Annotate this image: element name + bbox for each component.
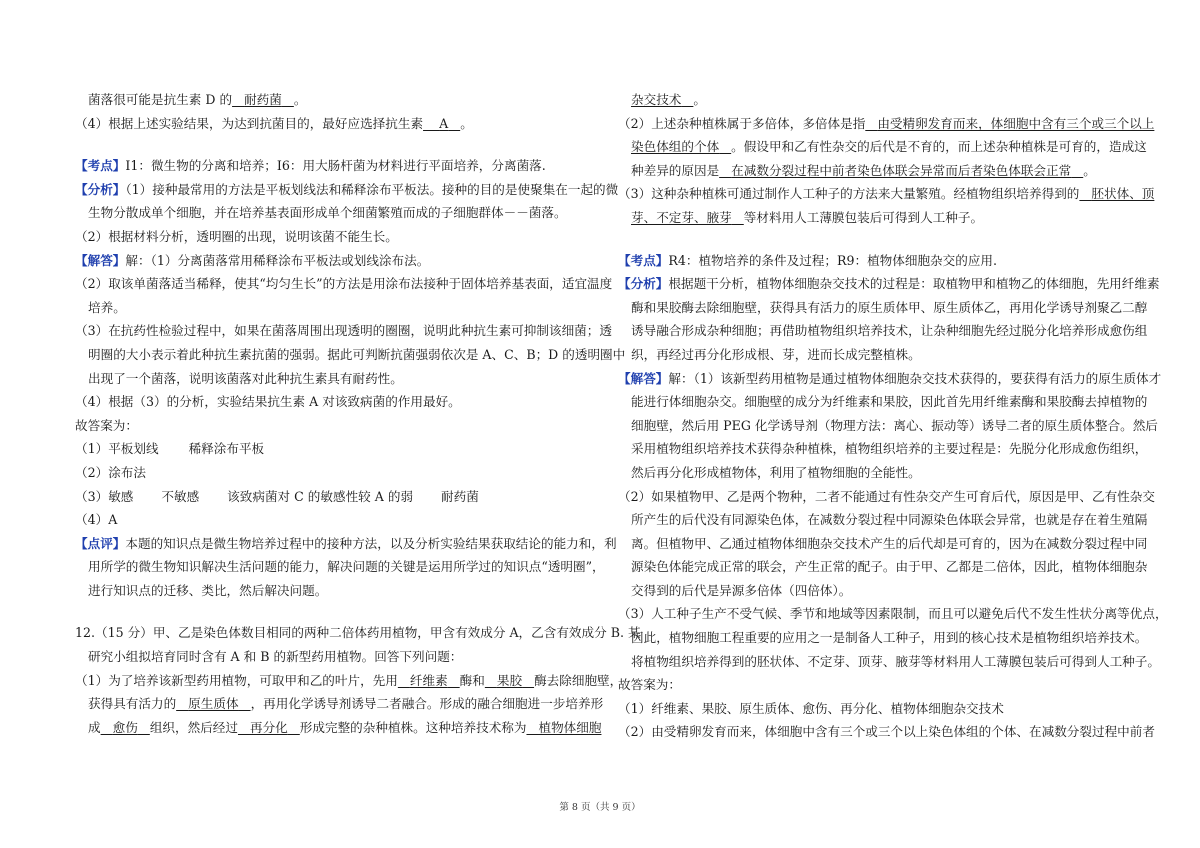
answer-text: 杂交技术 (631, 92, 682, 107)
answer-line (75, 437, 590, 461)
answer-blank (1079, 186, 1154, 201)
text-line: （3）在抗药性检验过程中，如果在菌落周围出现透明的圈圈，说明此种抗生素可抑制该细菌；透 (75, 323, 612, 339)
text: 不敏感 (161, 488, 200, 504)
text-line: 因此，植物细胞工程重要的应用之一是制备人工种子，用到的核心技术是植物组织培养技术。 (631, 630, 1148, 646)
answer-line: （1）纤维素、果胶、原生质体、愈伤、再分化、植物体细胞杂交技术 (618, 700, 1004, 716)
answer-blank (423, 116, 460, 131)
text-line: 能进行体细胞杂交。细胞壁的成分为纤维素和果胶，因此首先用纤维素酶和果胶酶去掉植物的 (631, 394, 1148, 410)
text: 等材料用人工薄膜包装后可得到人工种子。 (743, 209, 984, 225)
text: 。 (1083, 162, 1096, 178)
kaodian-line (75, 154, 590, 178)
answer-text: 在减数分裂过程中前者染色体联会异常而后者染色体联会正常 (731, 162, 1072, 178)
fenxi-line (618, 272, 1160, 296)
text: （3） (75, 488, 109, 504)
text-line (618, 159, 1130, 183)
text: 获得具有活力的 (88, 696, 177, 712)
text: 形成完整的杂种植株。这种培养技术称为 (299, 719, 527, 735)
text-line: 交得到的后代是异源多倍体（四倍体）。 (631, 582, 852, 598)
text: 。 (460, 115, 473, 131)
text: 种差异的原因是 (631, 162, 720, 178)
text: 。 (693, 92, 706, 107)
text-line: 生物分散成单个细胞，并在培养基表面形成单个细菌繁殖而成的子细胞群体－－菌落。 (88, 205, 567, 221)
text-line: 用所学的微生物知识解决生活问题的能力，解决问题的关键是运用所学过的知识点“透明圈”， (88, 559, 605, 575)
text-line: 采用植物组织培养技术获得杂种植株，植物组织培养的主要过程是：先脱分化形成愈伤组织， (631, 441, 1148, 457)
text: 解：（1）分离菌落常用稀释涂布平板法或划线涂布法。 (125, 252, 430, 268)
question-line: 研究小组拟培育同时含有 A 和 B 的新型药用植物。回答下列问题： (88, 649, 463, 665)
answer-text: 由受精卵发育而来，体细胞中含有三个或三个以上 (877, 115, 1155, 131)
text: 菌落很可能是抗生素 D 的 (88, 92, 233, 107)
jieda-tag: 【解答】 (618, 370, 669, 386)
text: 平板划线 (108, 441, 159, 457)
kaodian-line (618, 249, 1130, 273)
text: 。假设甲和乙有性杂交的后代是不育的，而上述杂种植株是可育的，造成这 (731, 139, 1147, 155)
answer-blank (631, 139, 731, 154)
text-line: 明圈的大小表示着此种抗生素抗菌的强弱。据此可判断抗菌强弱依次是 A、C、B；D 的透明圈中 (88, 346, 626, 362)
answer-blank (398, 673, 460, 688)
text: （1） (75, 441, 109, 457)
answer-line (75, 485, 590, 509)
answer-blank (631, 92, 693, 107)
text-line: （2）如果植物甲、乙是两个物种，二者不能通过有性杂交产生可育后代，原因是甲、乙有性杂交 (618, 488, 1155, 504)
text-line: 离。但植物甲、乙通过植物体细胞杂交技术产生的后代却是可育的，因为在减数分裂过程中同 (631, 535, 1148, 551)
fenxi-tag: 【分析】 (75, 181, 126, 197)
fenxi-tag: 【分析】 (618, 276, 669, 292)
text-line (75, 112, 590, 136)
text-line: 培养。 (88, 299, 126, 315)
text-line: （2）根据材料分析，透明圈的出现，说明该菌不能生长。 (75, 228, 398, 244)
text-line: （4）根据（3）的分析，实验结果抗生素 A 对该致病菌的作用最好。 (75, 394, 461, 410)
kaodian-tag: 【考点】 (75, 158, 126, 174)
text-line (618, 182, 1155, 206)
text-line (618, 112, 1155, 136)
text: 耐药菌 (441, 488, 479, 504)
text: 本题的知识点是微生物培养过程中的接种方法，以及分析实验结果获取结论的能力和，利 (125, 535, 617, 551)
text: 酶去除细胞壁， (534, 672, 623, 688)
answer-line: （2）由受精卵发育而来，体细胞中含有三个或三个以上染色体组的个体、在减数分裂过程中前者 (618, 724, 1155, 740)
question-line (75, 692, 604, 716)
text: （4）根据上述实验结果，为达到抗菌目的，最好应选择抗生素 (75, 115, 424, 131)
answer-blank (485, 673, 534, 688)
text: 敏感 (108, 488, 134, 504)
text-line: （2）取该单菌落适当稀释，使其“均匀生长”的方法是用涂布法接种于固体培养基表面，适宜温度 (75, 276, 613, 292)
left-column (75, 88, 641, 739)
dianping-line (75, 532, 617, 556)
text-line (618, 88, 1130, 112)
text-line: 酶和果胶酶去除细胞壁，获得具有活力的原生质体甲、原生质体乙，再用化学诱导剂聚乙二醇 (631, 299, 1148, 315)
kaodian-tag: 【考点】 (618, 252, 669, 268)
question-line (75, 716, 602, 740)
answer-text: 芽、不定芽、腋芽 (631, 209, 732, 225)
text: 稀释涂布平板 (188, 441, 265, 457)
text-line: 进行知识点的迁移、类比，然后解决问题。 (88, 582, 328, 598)
text-line: 将植物组织培养得到的胚状体、不定芽、顶芽、腋芽等材料用人工薄膜包装后可得到人工种子。 (631, 653, 1160, 669)
dianping-tag: 【点评】 (75, 535, 126, 551)
text: 根据题干分析，植物体细胞杂交技术的过程是：取植物甲和植物乙的体细胞，先用纤维素 (668, 276, 1160, 292)
answer-blank (232, 92, 294, 107)
right-column (618, 88, 1168, 744)
text-line: 诱导融合形成杂种细胞；再借助植物组织培养技术，让杂种细胞先经过脱分化培养形成愈伤组 (631, 323, 1148, 339)
answer-text: 胚状体、顶 (1091, 186, 1155, 202)
answer-heading: 故答案为： (618, 677, 681, 693)
jieda-line (75, 249, 590, 273)
text: 成 (88, 719, 101, 735)
text: 该致病菌对 C 的敏感性较 A 的弱 (227, 488, 414, 504)
text-line (618, 135, 1147, 159)
text: （1）为了培养该新型药用植物，可取甲和乙的叶片，先用 (75, 672, 398, 688)
text: 。 (293, 92, 307, 107)
page-footer: 第 8 页（共 9 页） (559, 802, 641, 813)
answer-blank (238, 720, 300, 735)
text: ，再用化学诱导剂诱导二者融合。形成的融合细胞进一步培养形 (250, 696, 604, 712)
fenxi-line (75, 178, 619, 202)
text: 酶和 (459, 672, 485, 688)
answer-text: 植物体细胞 (538, 719, 602, 735)
answer-line: （2）涂布法 (75, 464, 146, 480)
answer-text: 愈伤 (112, 719, 138, 735)
answer-text: 染色体组的个体 (631, 139, 720, 155)
answer-text: 果胶 (496, 672, 523, 688)
text: 解：（1）该新型药用植物是通过植物体细胞杂交技术获得的，要获得有活力的原生质体才 (668, 370, 1162, 386)
jieda-line (618, 367, 1162, 391)
jieda-tag: 【解答】 (75, 252, 126, 268)
answer-blank (101, 720, 150, 735)
text-line: 细胞壁，然后用 PEG 化学诱导剂（物理方法：离心、振动等）诱导二者的原生质体整合。然后 (631, 417, 1158, 433)
text: 组织，然后经过 (149, 719, 238, 735)
answer-text: 耐药菌 (244, 92, 282, 107)
question-line: 12.（15 分）甲、乙是染色体数目相同的两种二倍体药用植物，甲含有效成分 A，乙含有效成分 B. 某 (75, 625, 641, 641)
text-line: 所产生的后代没有同源染色体，在减数分裂过程中同源染色体联会异常，也就是存在着生殖隔 (631, 512, 1148, 528)
text-line (75, 88, 590, 112)
text-line: （3）人工种子生产不受气候、季节和地域等因素限制，而且可以避免后代不发生性状分离等优点， (618, 606, 1168, 622)
answer-text: 纤维素 (409, 672, 448, 688)
text: （1）接种最常用的方法是平板划线法和稀释涂布平板法。接种的目的是使聚集在一起的微 (125, 181, 619, 197)
text: （2）上述杂种植株属于多倍体，多倍体是指 (618, 115, 866, 131)
text-line: 出现了一个菌落，说明该菌落对此种抗生素具有耐药性。 (88, 370, 403, 386)
answer-line: （4）A (75, 512, 118, 528)
answer-blank (719, 163, 1083, 178)
answer-text: 再分化 (249, 719, 288, 735)
answer-blank (176, 696, 250, 711)
text-line: 源染色体能完成正常的联会，产生正常的配子。由于甲、乙都是二倍体，因此，植物体细胞杂 (631, 559, 1148, 575)
answer-blank (526, 720, 601, 735)
answer-blank (631, 210, 744, 225)
text: （3）这种杂种植株可通过制作人工种子的方法来大量繁殖。经植物组织培养得到的 (618, 186, 1080, 202)
answer-text: A (439, 115, 449, 131)
answer-text: 原生质体 (188, 696, 239, 712)
text: I1：微生物的分离和培养；I6：用大肠杆菌为材料进行平面培养，分离菌落. (125, 158, 546, 174)
question-line (75, 669, 623, 693)
text-line: 织，再经过再分化形成根、芽，进而长成完整植株。 (631, 346, 921, 362)
answer-heading: 故答案为： (75, 417, 138, 433)
text-line (618, 206, 1130, 230)
answer-blank (865, 116, 1154, 131)
text: R4：植物培养的条件及过程；R9：植物体细胞杂交的应用. (668, 252, 998, 268)
text-line: 然后再分化形成植物体，利用了植物细胞的全能性。 (631, 464, 921, 480)
